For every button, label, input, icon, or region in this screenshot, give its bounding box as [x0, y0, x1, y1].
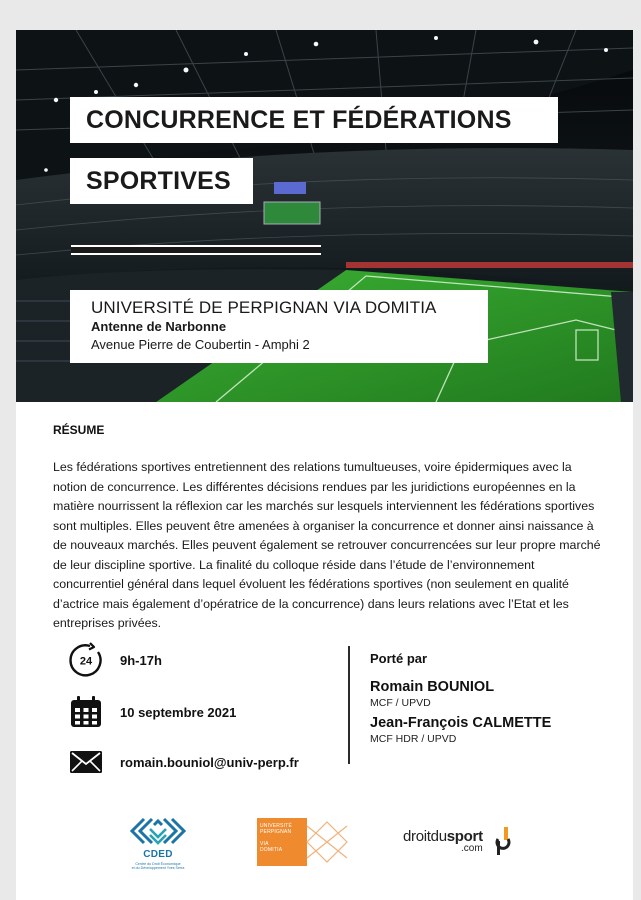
- cded-subtitle: Centre du Droit Économique et du Développement Yves Serra: [131, 862, 185, 871]
- hours-row: [68, 642, 162, 678]
- contact-email[interactable]: romain.bouniol@univ-perp.fr: [120, 755, 299, 770]
- cded-mark-icon: [128, 815, 188, 849]
- event-date: 10 septembre 2021: [120, 705, 237, 720]
- vertical-divider: [348, 646, 350, 764]
- organizer-name: Jean-François CALMETTE: [370, 715, 552, 731]
- organizer-role: MCF / UPVD: [370, 697, 431, 709]
- event-title-line-2: SPORTIVES: [86, 166, 231, 195]
- venue-university: UNIVERSITÉ DE PERPIGNAN VIA DOMITIA: [91, 298, 437, 317]
- event-title-line-1: CONCURRENCE ET FÉDÉRATIONS: [86, 105, 512, 134]
- venue-address: Avenue Pierre de Coubertin - Amphi 2: [91, 337, 310, 352]
- clock-24-icon: [68, 642, 104, 678]
- droitdusport-logo: [403, 825, 515, 861]
- upvd-logo: [257, 818, 349, 866]
- title-underline: [71, 245, 321, 255]
- organizers-label: Porté par: [370, 651, 428, 666]
- stadium-hero-image: [16, 30, 633, 402]
- cded-name: CDED: [143, 849, 173, 860]
- title-line-1-box: [70, 97, 558, 143]
- event-hours: 9h-17h: [120, 653, 162, 668]
- flyer-page: [16, 30, 633, 900]
- title-line-2-box: [70, 158, 253, 204]
- droitdusport-wordmark: droitdusport: [403, 828, 483, 845]
- clock-label: 24: [79, 655, 93, 668]
- venue-campus: Antenne de Narbonne: [91, 319, 227, 334]
- envelope-icon: [68, 744, 104, 780]
- droitdusport-tld: .com: [461, 843, 483, 854]
- calendar-icon: [68, 694, 104, 730]
- date-row: [68, 694, 237, 730]
- email-row: [68, 744, 299, 780]
- cded-logo: [128, 815, 188, 875]
- upvd-orange-block: UNIVERSITÉ PERPIGNAN VIA DOMITIA: [257, 818, 307, 866]
- droitdusport-d-icon: [495, 827, 511, 857]
- upvd-cross-icon: [305, 818, 349, 866]
- venue-box: [70, 290, 488, 363]
- summary-heading: RÉSUME: [53, 423, 105, 437]
- summary-body: Les fédérations sportives entretiennent des relations tumultueuses, voire épidermiques avec la notion de concurrence. Les différentes décisions rendues par les juridictions européennes en la matière nourrissent la réflexion car les marchés sur lesquels interviennent les fédérations sportives sont multiples. Elles peuvent être amenées à organiser la concurrence et donner ainsi naissance à de nouveaux marchés. Elles peuvent également se retrouver concurrencées sur leur propre marché de leur discipline sportive. La finalité du colloque réside dans l’étude de l’environnement concurrentiel général dans lequel évoluent les fédérations sportives (non seulement en qualité d’actrice mais également d’opératrice de la concurrence) dans leurs relations avec l’Etat et les entreprises privées.: [53, 460, 601, 630]
- organizers-block: [370, 651, 551, 746]
- organizer-role: MCF HDR / UPVD: [370, 733, 457, 745]
- organizer-name: Romain BOUNIOL: [370, 679, 495, 695]
